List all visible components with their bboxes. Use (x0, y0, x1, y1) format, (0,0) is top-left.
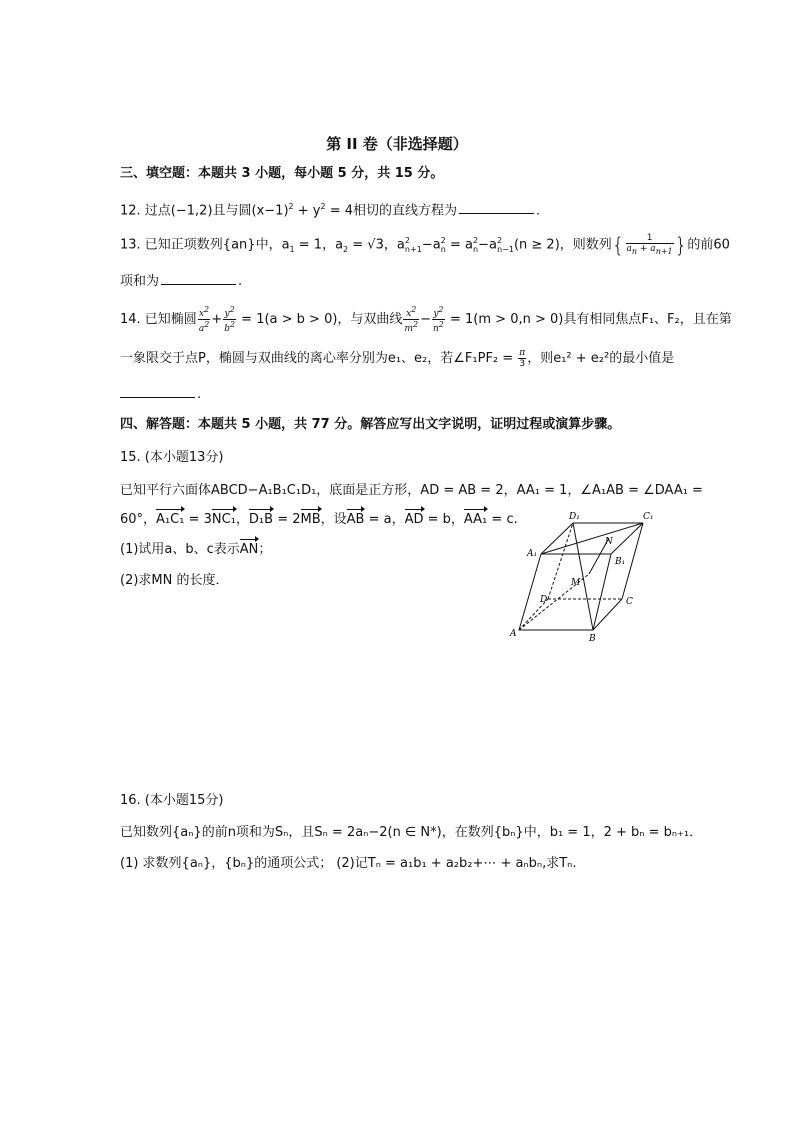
label-A: A (510, 629, 517, 639)
section-fill-in: 三、填空题：本题共 3 小题，每小题 5 分，共 15 分。 (120, 166, 444, 181)
label-B: B (589, 634, 596, 644)
label-B1: B₁ (615, 557, 626, 567)
answer-blank[interactable] (161, 271, 236, 285)
question-15-part1: (1)试用a、b、c表示AN； (120, 542, 272, 557)
question-15-part2: (2)求MN 的长度． (120, 573, 229, 588)
question-14-line3: . (120, 384, 201, 404)
answer-blank[interactable] (120, 384, 195, 398)
parallelepiped-figure (505, 510, 665, 645)
question-16-line1: 已知数列{aₙ}的前n项和为Sₙ，且Sₙ = 2aₙ−2(n ∈ N*)，在数列{bₙ}中，b₁ = 1，2 + bₙ = bₙ₊₁． (120, 825, 703, 840)
label-C1: C₁ (643, 512, 654, 522)
answer-blank[interactable] (459, 200, 534, 214)
label-A1: A₁ (527, 549, 538, 559)
question-14-line2: 一象限交于点P，椭圆与双曲线的离心率分别为e₁、e₂，若∠F₁PF₂ = $\frac{\pi}{3}$ ，则e₁² + e₂²的最小值是 (120, 348, 675, 369)
label-M: M (571, 578, 581, 588)
question-13: 13. 已知正项数列{an}中，$a_1 = 1$，$a_2 = √3$，$a^2_{n+1}-a^2_n = a^2_n-a^2_{n-1}(n \ge 2)$，则数列{ $\frac{1}{a_n + a_{n+1}}$ }的前60 (120, 232, 730, 257)
page-title: 第 II 卷（非选择题） (326, 135, 468, 153)
question-16-head: 16. (本小题15分) (120, 793, 224, 808)
question-13-line2: 项和为 . (120, 271, 242, 291)
label-D1: D₁ (569, 512, 580, 522)
question-15-head: 15. (本小题13分) (120, 450, 224, 465)
label-C: C (626, 597, 633, 607)
question-15-line2: 60°，A₁C₁ = 3NC₁，D₁B = 2MB，设AB = a，AD = b，AA₁ = c. (120, 512, 518, 527)
label-D: D (540, 595, 548, 605)
question-15-line1: 已知平行六面体ABCD−A₁B₁C₁D₁，底面是正方形，AD = AB = 2，AA₁ = 1，∠A₁AB = ∠DAA₁ = (120, 483, 703, 498)
label-N: N (605, 537, 613, 547)
section-answer: 四、解答题：本题共 5 小题，共 77 分。解答应写出文字说明，证明过程或演算步骤。 (120, 417, 621, 432)
question-12: 12. 过点(−1,2)且与圆$(x-1)^2 + y^2 = 4$相切的直线方程为 . (120, 202, 541, 219)
question-14: 14. 已知椭圆 $\frac{x^2}{a^2}$ + $\frac{y^2}{b^2}$ = 1(a > b > 0)，与双曲线 $\frac{x^2}{m^2}$ − $\frac{y^2}{n^2}$ = 1(m > 0,n > 0)具有相同焦点F₁、F₂，且在第 (120, 305, 732, 334)
question-16-line2: (1) 求数列{aₙ}，{bₙ}的通项公式； (2)记Tₙ = a₁b₁ + a₂b₂+⋯ + aₙbₙ,求Tₙ. (120, 856, 577, 871)
